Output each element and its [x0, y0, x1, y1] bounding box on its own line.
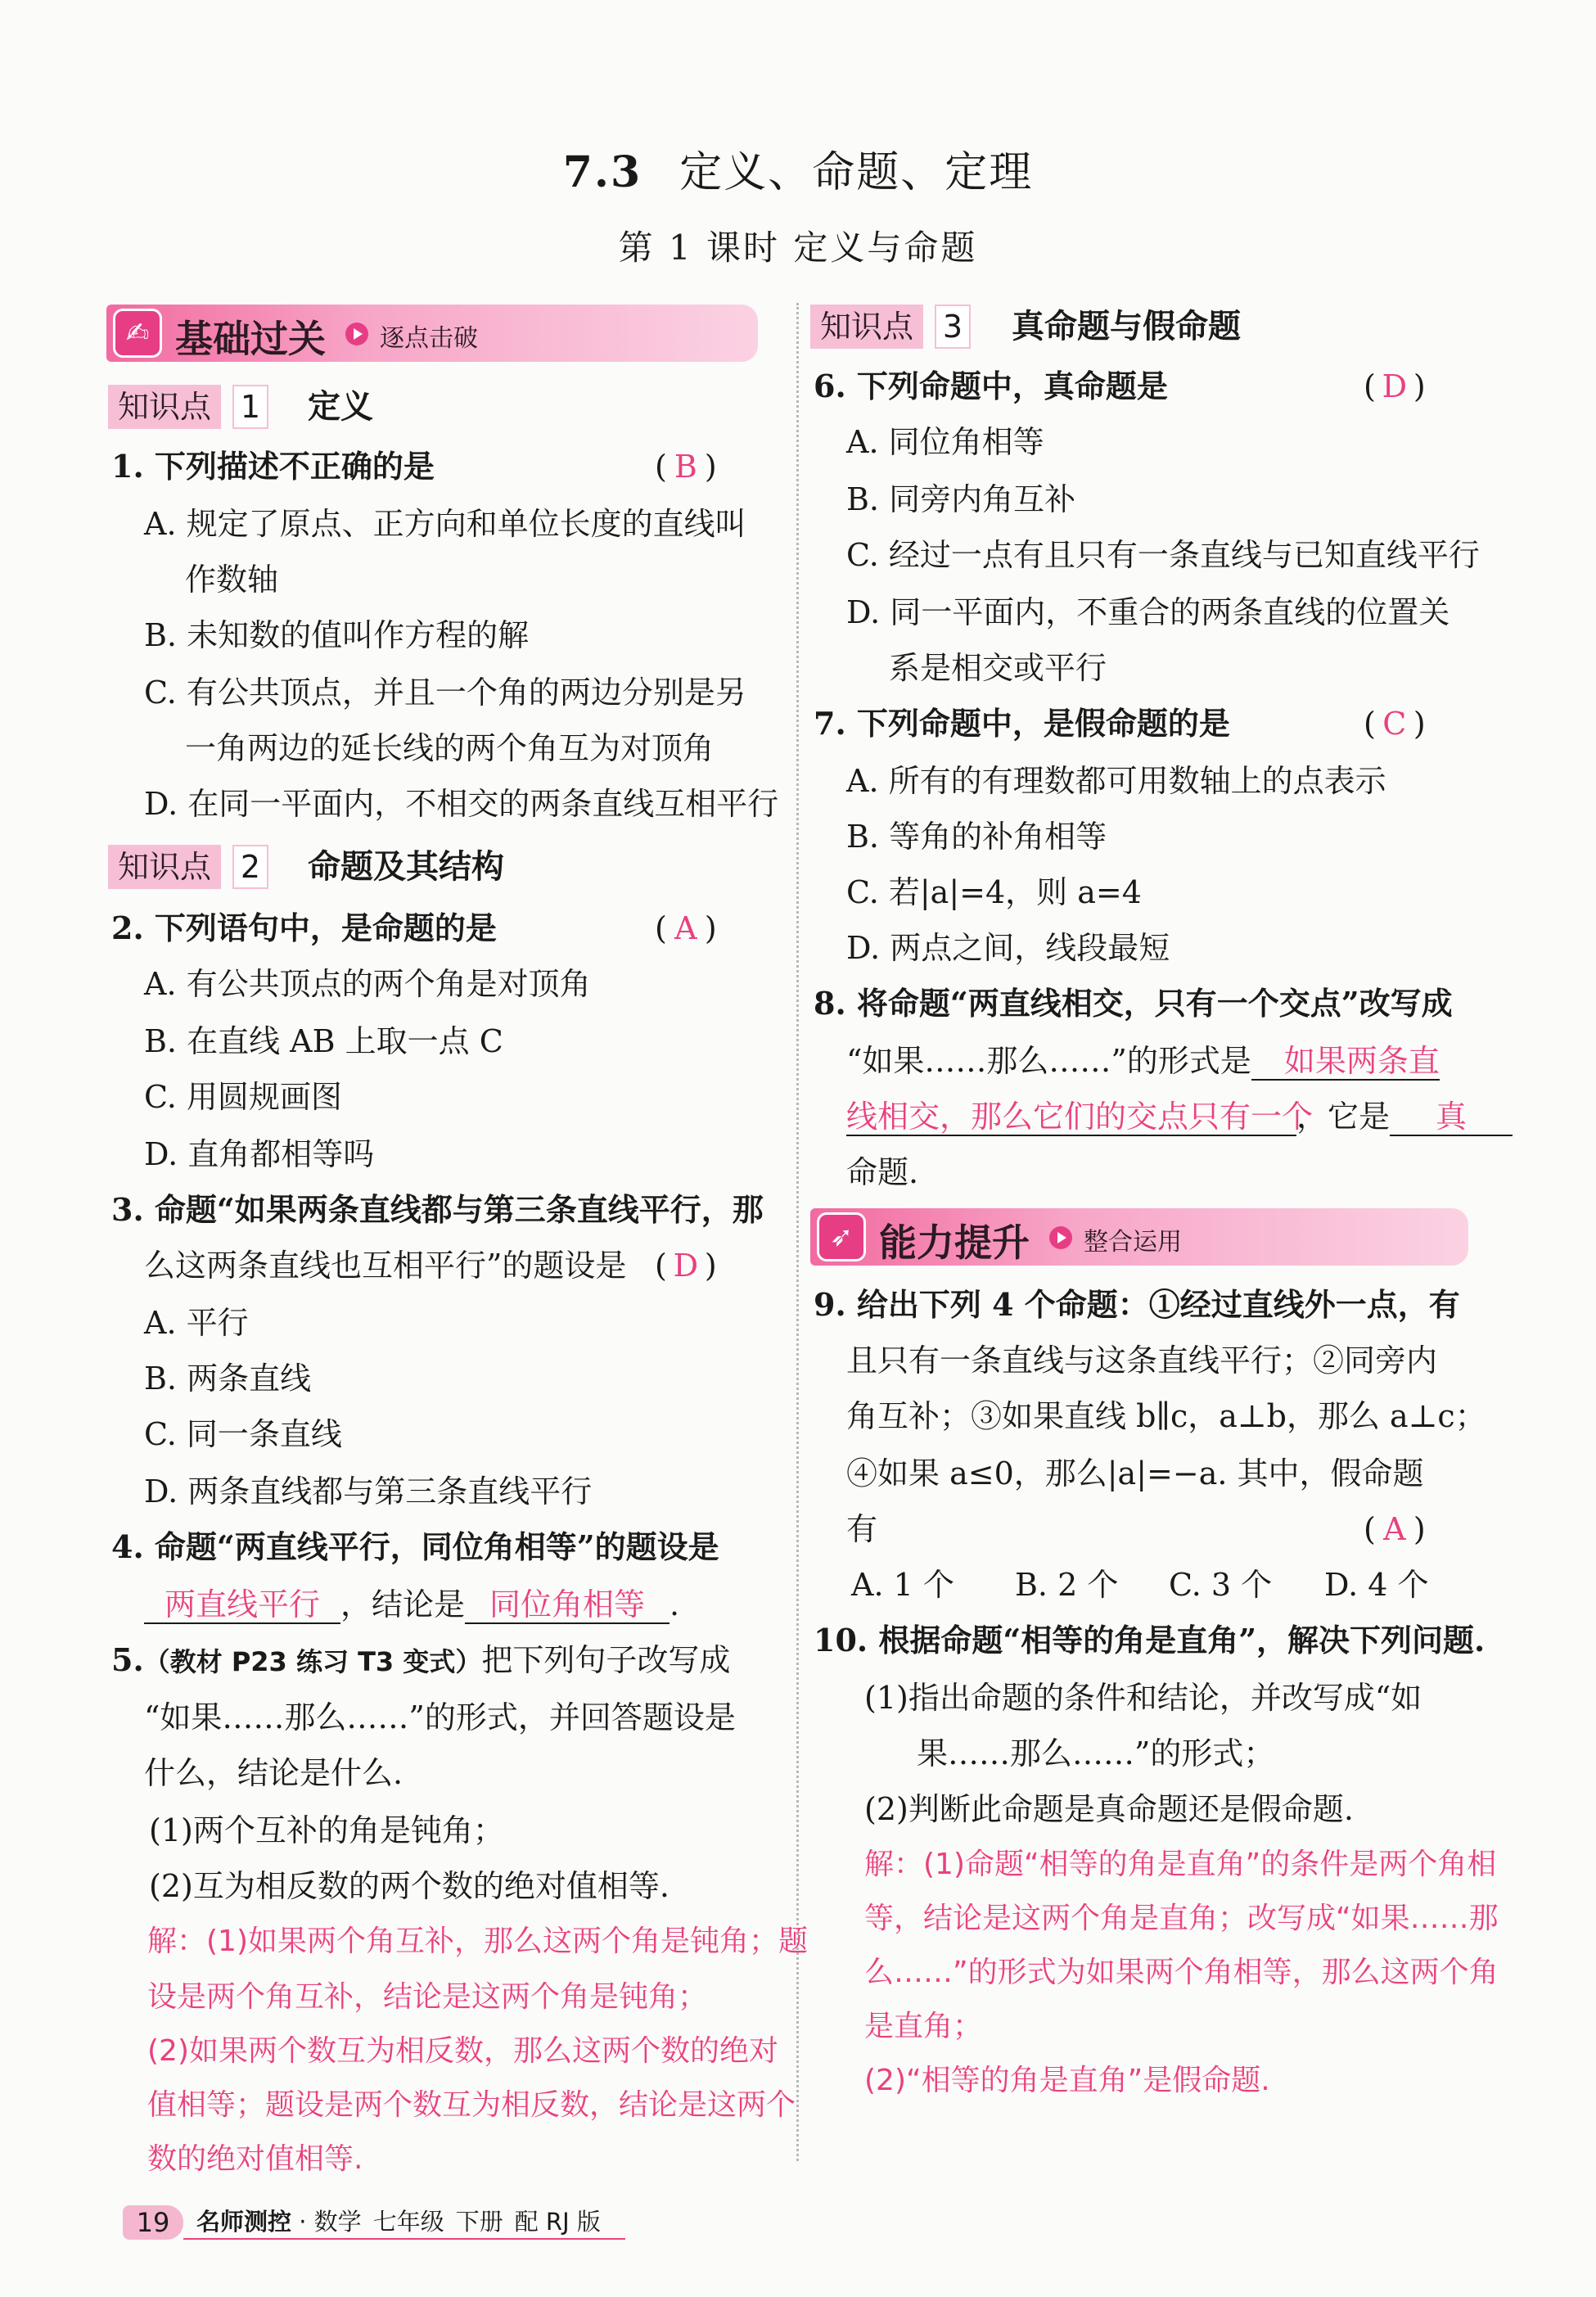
kp-number: 2: [232, 845, 268, 889]
q9-option-c: C. 3 个: [1169, 1567, 1273, 1603]
kp-title: 定义: [308, 388, 373, 426]
q6-option-a: A. 同位角相等: [846, 424, 1044, 460]
q7-option-c: C. 若|a|=4，则 a=4: [846, 874, 1142, 910]
q8-stem: 8. 将命题“两直线相交，只有一个交点”改写成: [814, 985, 1453, 1022]
q5-solution-4: 值相等；题设是两个数互为相反数，结论是这两个: [147, 2088, 796, 2122]
play-icon: [1049, 1226, 1072, 1249]
q7-answer: ( C ): [1364, 706, 1426, 742]
q9-answer: ( A ): [1364, 1511, 1426, 1547]
q5-stem-3: 什么，结论是什么.: [144, 1755, 404, 1791]
banner-title: 能力提升: [879, 1221, 1030, 1265]
q9-option-a: A. 1 个: [851, 1567, 954, 1603]
q9-stem-5: 有: [846, 1511, 878, 1547]
q3-option-b: B. 两条直线: [144, 1361, 312, 1397]
q2-stem: 2. 下列语句中，是命题的是: [111, 909, 497, 946]
q8-blank-1b: 线相交，那么它们的交点只有一个: [846, 1099, 1314, 1135]
q5-source: （教材 P23 练习 T3 变式）: [143, 1646, 482, 1677]
banner-subtitle: 逐点击破: [380, 324, 478, 353]
q2-answer: ( A ): [655, 910, 717, 946]
q1-option-a: A. 规定了原点、正方向和单位长度的直线叫: [144, 506, 746, 542]
q1-answer: ( B ): [655, 449, 717, 485]
q10-solution-3: 么……”的形式为如果两个角相等，那么这两个角: [864, 1956, 1499, 1989]
q9-stem-3: 角互补；③如果直线 b∥c，a⊥b，那么 a⊥c；: [846, 1398, 1486, 1434]
q5-part-2: (2)互为相反数的两个数的绝对值相等.: [149, 1868, 670, 1904]
q6-option-d: D. 同一平面内，不重合的两条直线的位置关: [846, 594, 1450, 630]
basic-banner: [106, 305, 758, 362]
kp-number: 1: [232, 385, 268, 429]
page-number: 19: [123, 2205, 183, 2240]
q1-option-b: B. 未知数的值叫作方程的解: [144, 617, 530, 653]
q6-option-b: B. 同旁内角互补: [846, 481, 1076, 517]
q10-solution-5: (2)“相等的角是直角”是假命题.: [864, 2064, 1270, 2097]
q2-option-c: C. 用圆规画图: [144, 1079, 342, 1115]
q3-answer: ( D ): [655, 1248, 717, 1284]
q5-solution-3: (2)如果两个数互为相反数，那么这两个数的绝对: [147, 2034, 778, 2068]
q5-stem: 5.（教材 P23 练习 T3 变式）把下列句子改写成: [111, 1641, 731, 1678]
q4-stem: 4. 命题“两直线平行，同位角相等”的题设是: [111, 1528, 719, 1565]
kp-label: 知识点: [108, 385, 221, 429]
q8-answer-line: 线相交，那么它们的交点只有一个，它是 真: [846, 1099, 1513, 1136]
play-icon: [345, 323, 368, 345]
q4-blank-conclusion: 同位角相等: [465, 1586, 670, 1624]
banner-title: 基础过关: [175, 317, 326, 361]
kp-label: 知识点: [810, 305, 923, 349]
q9-option-d: D. 4 个: [1324, 1567, 1429, 1603]
q10-part-1: (1)指出命题的条件和结论，并改写成“如: [864, 1680, 1422, 1716]
q9-option-b: B. 2 个: [1015, 1567, 1119, 1603]
q5-solution-1: 解：(1)如果两个角互补，那么这两个角是钝角；题: [147, 1925, 808, 1958]
q8-blank-1a: 如果两条直: [1251, 1043, 1440, 1081]
kp-title: 真命题与假命题: [1012, 308, 1241, 345]
q3-stem: 3. 命题“如果两条直线都与第三条直线平行，那: [111, 1191, 764, 1228]
q4-blank-hypothesis: 两直线平行: [144, 1586, 340, 1624]
q1-option-d: D. 在同一平面内，不相交的两条直线互相平行: [144, 786, 779, 822]
q4-answers: 两直线平行 ，结论是 同位角相等 .: [144, 1586, 679, 1624]
knowledge-point-1: [108, 385, 435, 429]
q10-part-2: (2)判断此命题是真命题还是假命题.: [864, 1791, 1354, 1827]
q7-option-a: A. 所有的有理数都可用数轴上的点表示: [846, 763, 1386, 799]
q5-stem-2: “如果……那么……”的形式，并回答题设是: [144, 1699, 736, 1735]
kp-number: 3: [935, 305, 971, 349]
q8-end: 命题.: [846, 1154, 919, 1190]
advanced-banner: [810, 1208, 1468, 1266]
q5-solution-5: 数的绝对值相等.: [147, 2142, 363, 2176]
q6-stem: 6. 下列命题中，真命题是: [814, 368, 1168, 404]
q1-option-a-cont: 作数轴: [185, 562, 279, 598]
q7-option-d: D. 两点之间，线段最短: [846, 930, 1170, 966]
people-icon: ✍: [113, 309, 162, 358]
q1-option-c-cont: 一角两边的延长线的两个角互为对顶角: [185, 730, 715, 766]
q1-stem: 1. 下列描述不正确的是: [111, 448, 435, 485]
q6-option-c: C. 经过一点有且只有一条直线与已知直线平行: [846, 537, 1480, 573]
section-heading: [0, 138, 1596, 199]
q10-part-1-cont: 果……那么……”的形式；: [917, 1735, 1275, 1771]
kp-title: 命题及其结构: [308, 848, 504, 886]
q10-stem: 10. 根据命题“相等的角是直角”，解决下列问题.: [814, 1622, 1486, 1658]
q3-option-d: D. 两条直线都与第三条直线平行: [144, 1473, 593, 1510]
footer-book-info: 名师测控 · 数学 七年级 下册 配 RJ 版: [196, 2208, 601, 2236]
banner-subtitle: 整合运用: [1084, 1228, 1182, 1257]
q6-option-d-cont: 系是相交或平行: [889, 650, 1107, 686]
q6-answer: ( D ): [1364, 368, 1426, 404]
lesson-title: 第 1 课时 定义与命题: [618, 228, 978, 268]
q7-option-b: B. 等角的补角相等: [846, 819, 1107, 855]
q8-blank-2: 真: [1390, 1099, 1513, 1136]
q2-option-b: B. 在直线 AB 上取一点 C: [144, 1023, 503, 1059]
q7-stem: 7. 下列命题中，是假命题的是: [814, 705, 1230, 742]
footer-rule: [183, 2238, 625, 2240]
q2-option-d: D. 直角都相等吗: [144, 1136, 375, 1172]
q10-solution-2: 等，结论是这两个角是直角；改写成“如果……那: [864, 1902, 1499, 1935]
q10-solution-4: 是直角；: [864, 2010, 983, 2043]
kp-label: 知识点: [108, 845, 221, 889]
q5-part-1: (1)两个互补的角是钝角；: [149, 1812, 504, 1848]
rocket-icon: ➶: [817, 1212, 866, 1261]
q2-option-a: A. 有公共顶点的两个角是对顶角: [144, 966, 591, 1002]
knowledge-point-2: [108, 845, 599, 889]
section-title: 定义、命题、定理: [679, 148, 1034, 197]
q3-option-a: A. 平行: [144, 1305, 249, 1341]
knowledge-point-3: [810, 305, 1383, 349]
q5-solution-2: 设是两个角互补，结论是这两个角是钝角；: [147, 1980, 708, 2014]
q1-option-c: C. 有公共顶点，并且一个角的两边分别是另: [144, 675, 746, 711]
section-number: 7.3: [562, 147, 642, 197]
q3-option-c: C. 同一条直线: [144, 1416, 342, 1452]
q10-solution-1: 解：(1)命题“相等的角是直角”的条件是两个角相: [864, 1848, 1497, 1881]
q9-stem-4: ④如果 a≤0，那么|a|=−a. 其中，假命题: [846, 1455, 1424, 1491]
q9-stem-2: 且只有一条直线与这条直线平行；②同旁内: [846, 1343, 1438, 1379]
q3-stem-cont: 么这两条直线也互相平行”的题设是: [144, 1248, 627, 1284]
q9-stem: 9. 给出下列 4 个命题：①经过直线外一点，有: [814, 1286, 1460, 1323]
q8-stem-cont: “如果……那么……”的形式是 如果两条直: [846, 1043, 1440, 1079]
column-divider: [796, 303, 799, 2161]
